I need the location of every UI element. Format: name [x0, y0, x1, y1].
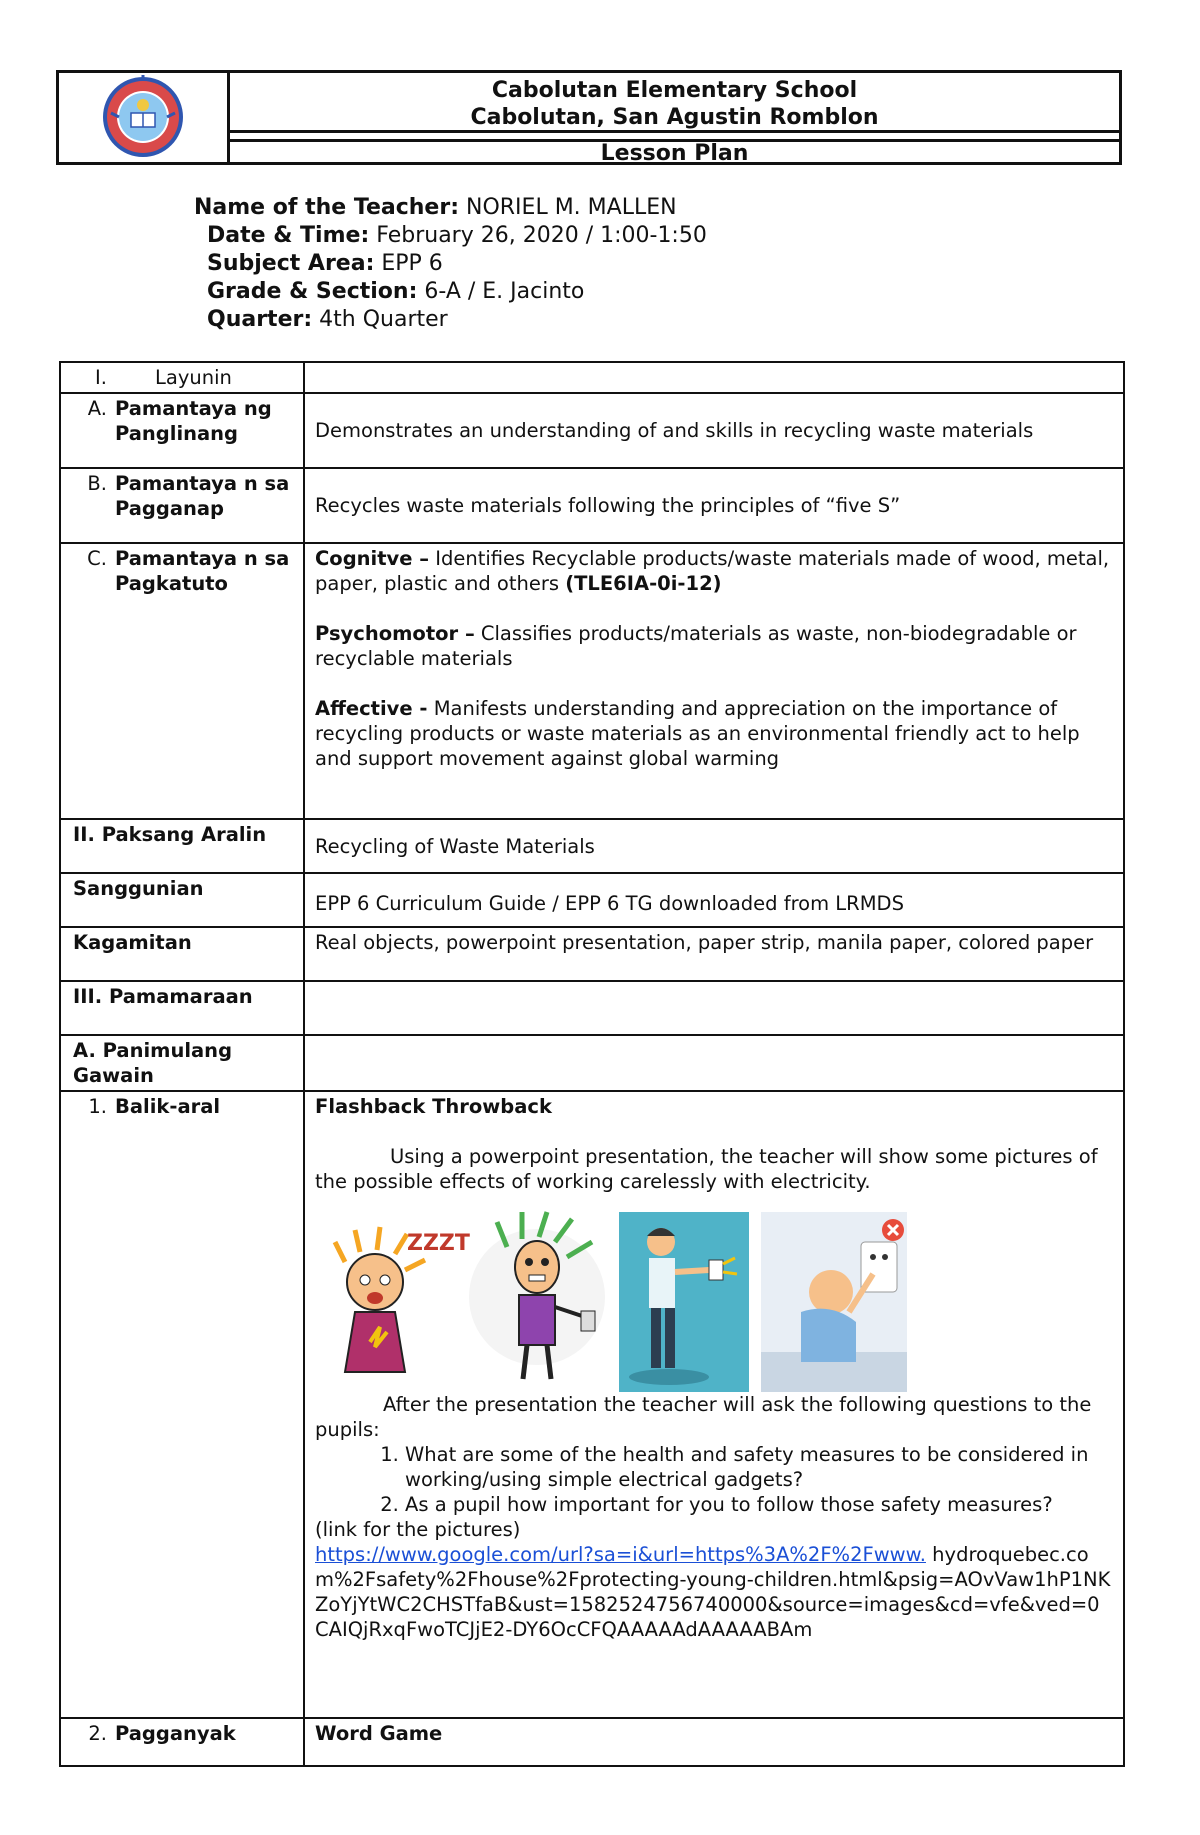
- pamantayan-panglinang-value: Demonstrates an understanding of and skills in recycling waste materials: [315, 419, 1034, 442]
- psychomotor-objective: [315, 621, 1113, 671]
- psychomotor-label: Psychomotor –: [315, 622, 475, 645]
- date-value: February 26, 2020 / 1:00-1:50: [376, 223, 707, 248]
- grade-label: Grade & Section:: [207, 279, 418, 304]
- shocked-person-icon: [315, 1222, 470, 1392]
- panimulang-gawain-label: A. Panimulang Gawain: [73, 1039, 233, 1087]
- balik-aral-content: [304, 1091, 1124, 1718]
- quarter-label: Quarter:: [207, 307, 313, 332]
- svg-text:ZZZT: ZZZT: [407, 1231, 470, 1256]
- logo-cell: [59, 73, 230, 162]
- lesson-plan-table: [59, 361, 1125, 1767]
- date-line: [194, 222, 707, 250]
- baby-outlet-icon: [761, 1212, 907, 1392]
- table-row: [60, 362, 1124, 393]
- table-row: [60, 468, 1124, 543]
- pagkatuto-objectives-cell: [304, 543, 1124, 819]
- table-row: [60, 819, 1124, 873]
- kagamitan-value: Real objects, powerpoint presentation, paper strip, manila paper, colored paper: [315, 931, 1094, 954]
- teacher-info: [194, 194, 707, 334]
- row-number: I.: [95, 366, 107, 389]
- row-letter: B.: [87, 472, 107, 495]
- row-letter: C.: [87, 547, 107, 570]
- sanggunian-value: EPP 6 Curriculum Guide / EPP 6 TG downloaded from LRMDS: [315, 892, 904, 915]
- cognitive-objective: [315, 546, 1113, 596]
- pamantayan-pagganap-label: Pamantaya n sa Pagganap: [115, 472, 290, 520]
- picture-link-rest: hydroquebec.com%2Fsafety%2Fhouse%2Fprotecting-young-children.html&psig=AOvVaw1hP1NKZoYjYtWC2CHSTfaB&ust=1582524756740000&source=images&cd=vfe&ved=0CAIQjRxqFwoTCJjE2-DY6OcCFQAAAAAdAAAAABAm: [315, 1543, 1111, 1641]
- balik-aral-title: Flashback Throwback: [315, 1095, 552, 1118]
- date-label: Date & Time:: [207, 223, 370, 248]
- school-name: Cabolutan Elementary School: [491, 78, 858, 103]
- quarter-value: 4th Quarter: [319, 307, 448, 332]
- school-name-block: [230, 73, 1119, 133]
- pagganyak-label: Pagganyak: [115, 1722, 236, 1745]
- affective-label: Affective -: [315, 697, 428, 720]
- table-row: [60, 543, 1124, 819]
- affective-objective: [315, 696, 1113, 771]
- paksang-aralin-value: Recycling of Waste Materials: [315, 834, 595, 858]
- psychomotor-text: Classifies products/materials as waste, non-biodegradable or recyclable materials: [315, 622, 1077, 670]
- electricity-pictures: [315, 1202, 1113, 1392]
- row-letter: A.: [87, 397, 107, 420]
- cognitive-label: Cognitve –: [315, 547, 430, 570]
- document-header: [56, 70, 1122, 165]
- pamamaraan-label: III. Pamamaraan: [73, 985, 253, 1008]
- electrocuted-man-icon: [467, 1207, 607, 1392]
- quarter-line: [194, 306, 707, 334]
- boy-shocked-icon: [619, 1212, 749, 1392]
- table-row: [60, 393, 1124, 468]
- paksang-aralin-label: II. Paksang Aralin: [73, 823, 267, 846]
- layunin-label: Layunin: [155, 366, 232, 389]
- subject-value: EPP 6: [381, 251, 443, 276]
- table-row: [60, 927, 1124, 981]
- teacher-name-label: Name of the Teacher:: [194, 195, 459, 220]
- table-row: [60, 1091, 1124, 1718]
- sanggunian-label: Sanggunian: [73, 877, 204, 900]
- grade-line: [194, 278, 707, 306]
- pamantayan-panglinang-label: Pamantaya ng Panglinang: [115, 397, 272, 445]
- pamantayan-pagkatuto-label: Pamantaya n sa Pagkatuto: [115, 547, 290, 595]
- teacher-name-line: [194, 194, 707, 222]
- subject-label: Subject Area:: [207, 251, 375, 276]
- row-number: 1.: [88, 1095, 107, 1118]
- balik-aral-after: After the presentation the teacher will ask the following questions to the pupils:: [315, 1393, 1092, 1441]
- subject-line: [194, 250, 707, 278]
- cognitive-text: Identifies Recyclable products/waste materials made of wood, metal, paper, plastic and others: [315, 547, 1110, 595]
- kagamitan-label: Kagamitan: [73, 931, 192, 954]
- link-note: (link for the pictures): [315, 1518, 521, 1541]
- teacher-name-value: NORIEL M. MALLEN: [466, 195, 677, 220]
- document-title: Lesson Plan: [230, 139, 1119, 165]
- picture-link-block: [315, 1542, 1113, 1642]
- questions-list: [315, 1442, 1113, 1517]
- table-row: [60, 1035, 1124, 1091]
- school-seal-icon: [59, 73, 227, 162]
- pamantayan-pagganap-value: Recycles waste materials following the principles of “five S”: [315, 494, 901, 517]
- table-row: [60, 873, 1124, 927]
- school-address: Cabolutan, San Agustin Romblon: [470, 105, 879, 130]
- row-number: 2.: [88, 1722, 107, 1745]
- layunin-value-cell: [304, 362, 1124, 393]
- list-item: 2. As a pupil how important for you to follow those safety measures?: [405, 1492, 1113, 1517]
- grade-value: 6-A / E. Jacinto: [424, 279, 585, 304]
- balik-aral-intro: Using a powerpoint presentation, the teacher will show some pictures of the possible effects of working carelessly with electricity.: [315, 1145, 1098, 1193]
- pagganyak-value: Word Game: [315, 1722, 443, 1745]
- picture-link[interactable]: https://www.google.com/url?sa=i&url=https%3A%2F%2Fwww.: [315, 1543, 926, 1566]
- cognitive-code: (TLE6IA-0i-12): [565, 572, 722, 595]
- table-row: [60, 981, 1124, 1035]
- table-row: [60, 1718, 1124, 1766]
- layunin-cell: [60, 362, 304, 393]
- balik-aral-label: Balik-aral: [115, 1095, 221, 1118]
- affective-text: Manifests understanding and appreciation on the importance of recycling products or waste materials as an environmental friendly act to help and support movement against global warming: [315, 697, 1080, 770]
- list-item: 1. What are some of the health and safety measures to be considered in working/using simple electrical gadgets?: [405, 1442, 1113, 1492]
